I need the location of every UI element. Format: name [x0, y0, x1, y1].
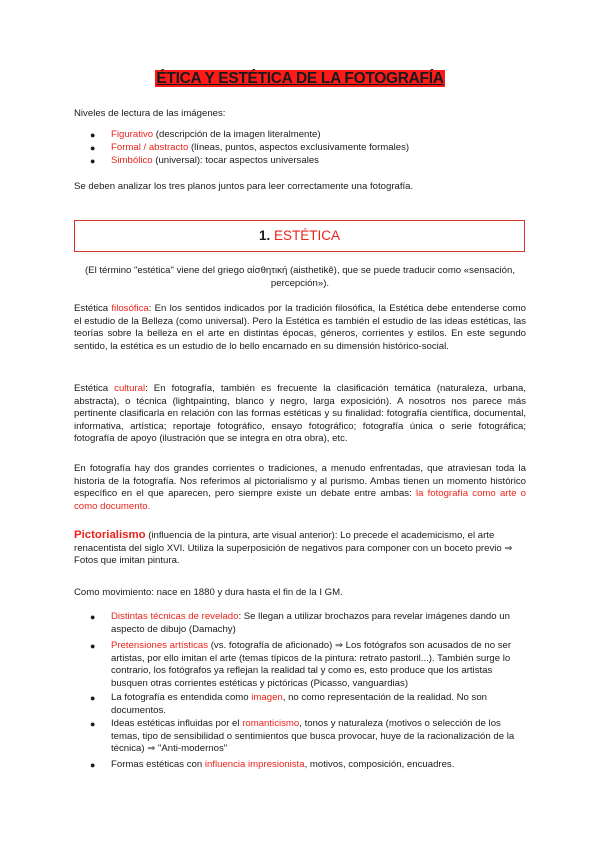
bullet-icon: ● — [90, 719, 96, 729]
filosofica-label: filosófica — [111, 303, 149, 314]
corrientes-highlight: la fotografía como arte o como documento. — [74, 488, 526, 512]
feature-label: imagen — [251, 692, 283, 703]
level-desc: (descripción de la imagen literalmente) — [153, 129, 321, 140]
planes-text: Se deben analizar los tres planos juntos para leer correctamente una fotografía. — [74, 181, 414, 192]
feature-post: , motivos, composición, encuadres. — [304, 759, 455, 770]
bullet-icon: ● — [90, 143, 96, 153]
feature-label: romanticismo — [242, 718, 300, 729]
level-label: Simbólico — [111, 155, 153, 166]
level-desc: (líneas, puntos, aspectos exclusivamente formales) — [188, 142, 410, 153]
pictorialismo-text: (influencia de la pintura, arte visual anterior): Lo precede el academicismo, el arte renacentista del siglo XVI. Utiliza la superposición de negativos para componer con un boceto previo ⇒ Fotos que imitan pintura. — [74, 530, 513, 567]
bullet-icon: ● — [90, 130, 96, 140]
level-desc: (universal): tocar aspectos universales — [152, 155, 319, 166]
feature-pre: La fotografía es entendida como — [111, 692, 252, 703]
feature-post: , tonos y naturaleza (motivos o selección de los temas, tipo de sensibilidad o sentimientos que busca provocar, huye de la racionalización de la técnica) ⇒ "Anti-modernos" — [111, 718, 515, 755]
term-note: (El término "estética" viene del griego αἰσθητική (aisthetikê), que se puede traducir como «sensación, percepción»). — [84, 265, 516, 289]
level-label: Formal / abstracto — [111, 142, 189, 153]
paragraph-prefix: Estética — [74, 303, 112, 314]
filosofica-text: : En los sentidos indicados por la tradición filosófica, la Estética debe entenderse como el estudio de la Belleza (como universal). Pero la Estética es también el estudio de las ideas estéticas, las teorías sobre la belleza en el arte en distintas épocas, géneros, corrientes y estilos. En este segundo sentido, la estética es un estudio de lo bello encarnado en su dimensión histórico-social. — [74, 303, 526, 352]
feature-label: influencia impresionista — [204, 759, 305, 770]
pictorialismo-label: Pictorialismo — [74, 529, 146, 541]
feature-post: (vs. fotografía de aficionado) ⇒ Los fotógrafos son acusados de no ser artistas, por ello imitan el arte (temas típicos de la pintura: retrato pastoril...). También surge lo contrario, los fotógrafos ya reflejan la realidad tal y como es, esto produce que los artistas busquen otras corrientes estéticas y pictóricas (Picasso, vanguardias) — [111, 640, 512, 689]
feature-item — [90, 611, 526, 636]
level-item-simbolico — [90, 155, 526, 168]
feature-post: , no como representación de la realidad. No son documentos. — [111, 692, 488, 716]
level-label: Figurativo — [111, 129, 154, 140]
section-number: 1. — [258, 228, 271, 243]
feature-item — [90, 640, 526, 690]
feature-label: Distintas técnicas de revelado — [111, 611, 239, 622]
cultural-label: cultural — [114, 383, 146, 394]
paragraph-prefix: Estética — [74, 383, 115, 394]
feature-item — [90, 759, 526, 772]
document-title-text: ÉTICA Y ESTÉTICA DE LA FOTOGRAFÍA — [156, 70, 444, 87]
levels-intro: Niveles de lectura de las imágenes: — [74, 108, 226, 119]
bullet-icon: ● — [90, 612, 96, 622]
feature-pre: Ideas estéticas influidas por el — [111, 718, 243, 729]
paragraph-cultural — [74, 383, 526, 446]
movimiento-text: Como movimiento: nace en 1880 y dura hasta el fin de la I GM. — [74, 587, 343, 598]
section-header-box — [74, 220, 525, 252]
bullet-icon: ● — [90, 693, 96, 703]
section-heading: ESTÉTICA — [274, 228, 341, 243]
bullet-icon: ● — [90, 156, 96, 166]
feature-pre: Formas estéticas con — [111, 759, 205, 770]
paragraph-pictorialismo — [74, 529, 526, 568]
feature-post: : Se llegan a utilizar brochazos para revelar imágenes dando un aspecto de dibujo (Damachy) — [111, 611, 510, 635]
level-item-formal — [90, 142, 526, 155]
bullet-icon: ● — [90, 760, 96, 770]
feature-item — [90, 692, 526, 717]
document-title — [0, 70, 600, 88]
feature-label: Pretensiones artísticas — [111, 640, 209, 651]
paragraph-filosofica — [74, 303, 526, 353]
bullet-icon: ● — [90, 641, 96, 651]
feature-item — [90, 718, 526, 756]
corrientes-text: En fotografía hay dos grandes corrientes o tradiciones, a menudo enfrentadas, que atraviesan toda la historia de la fotografía. Nos referimos al pictorialismo y al purismo. Ambas tienen un momento histórico específico en el que aparecen, pero siempre existe un debate entre ambas: — [74, 463, 526, 500]
paragraph-corrientes — [74, 463, 526, 513]
cultural-text: : En fotografía, también es frecuente la clasificación temática (naturaleza, urbana, abstracta), o técnica (lightpainting, blanco y negro, larga exposición). A nosotros nos parece más pertinente clasificarla en relación con las formas estéticas y su finalidad: fotografía científica, documental, informativa, artística; reportaje fotográfico, ensayo fotográfico; fotografía única o serie fotográfica; fotografía de apoyo (ilustración que se integra en otra obra), etc. — [74, 383, 526, 445]
level-item-figurativo — [90, 129, 526, 142]
